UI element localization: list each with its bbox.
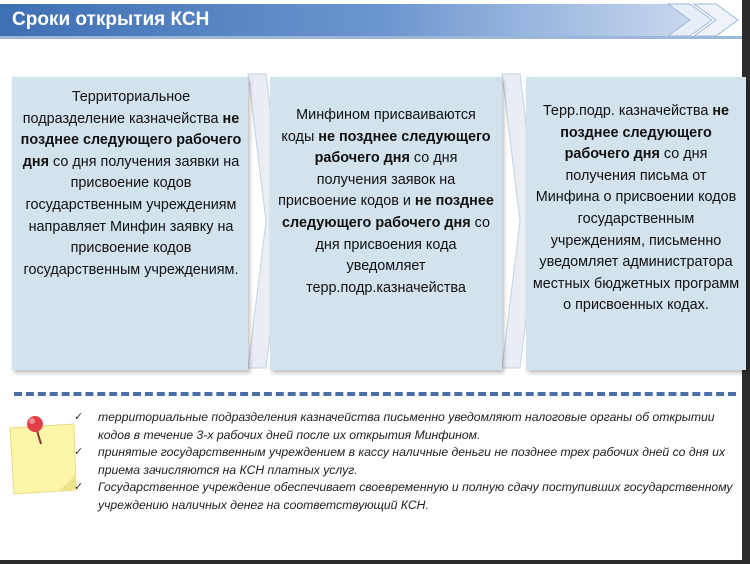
process-card-3 bbox=[526, 77, 746, 370]
sticky-note-pin-icon bbox=[8, 414, 78, 496]
checkmark-icon: ✓ bbox=[74, 481, 84, 493]
card-1-part-2: не позднее следующего рабочего дня bbox=[20, 110, 242, 170]
card-3-part-1: Терр.подр. казначейства bbox=[542, 103, 713, 119]
card-2-part-5: со дня присвоения кода уведомляет терр.подр.казначейства bbox=[306, 214, 490, 296]
bullet-text-2: принятые государственным учреждением в кассу наличные деньги не позднее трех рабочих дней со дня их приема зачисляются на КСН платных услуг. bbox=[98, 445, 726, 477]
bullet-text-1: территориальные подразделения казначейства письменно уведомляют налоговые органы об открытии кодов в течение 3-х рабочих дней после их открытия Минфином. bbox=[98, 410, 715, 442]
card-3-part-2: не позднее следующего рабочего дня bbox=[560, 103, 730, 163]
notes-list bbox=[74, 409, 734, 514]
card-2-part-3: со дня получения заявок на присвоение кодов и bbox=[278, 150, 458, 210]
checkmark-icon: ✓ bbox=[74, 411, 84, 423]
card-3-part-3: со дня получения письма от Минфина о присвоении кодов государственным учреждениям, письменно уведомляет администратора местных бюджетных программ о присвоенных кодах. bbox=[532, 146, 740, 314]
process-card-2 bbox=[270, 77, 502, 370]
card-text-3 bbox=[532, 101, 740, 317]
card-2-part-4: не позднее следующего рабочего дня bbox=[282, 193, 494, 231]
card-text-1 bbox=[20, 87, 242, 281]
bullet-text-3: Государственное учреждение обеспечивает своевременную и полную сдачу поступивших государственному учреждению наличных денег на соответствующий КСН. bbox=[98, 480, 733, 512]
list-item bbox=[74, 479, 734, 514]
card-1-part-3: со дня получения заявки на присвоение кодов государственным учреждениям направляет Минфин заявку на присвоение кодов государственным учреждениям. bbox=[23, 153, 240, 278]
list-item bbox=[74, 444, 734, 479]
card-text-2 bbox=[278, 105, 494, 299]
card-2-part-2: не позднее следующего рабочего дня bbox=[314, 128, 491, 167]
card-1-part-1: Территориальное подразделение казначейства bbox=[22, 89, 223, 127]
dashed-divider bbox=[14, 392, 736, 396]
process-card-1 bbox=[12, 77, 248, 370]
page-title: Сроки открытия КСН bbox=[12, 9, 210, 30]
checkmark-icon: ✓ bbox=[74, 446, 84, 458]
list-item bbox=[74, 409, 734, 444]
card-2-part-1: Минфином присваиваются коды bbox=[281, 107, 476, 145]
window-frame-bottom bbox=[0, 560, 750, 564]
